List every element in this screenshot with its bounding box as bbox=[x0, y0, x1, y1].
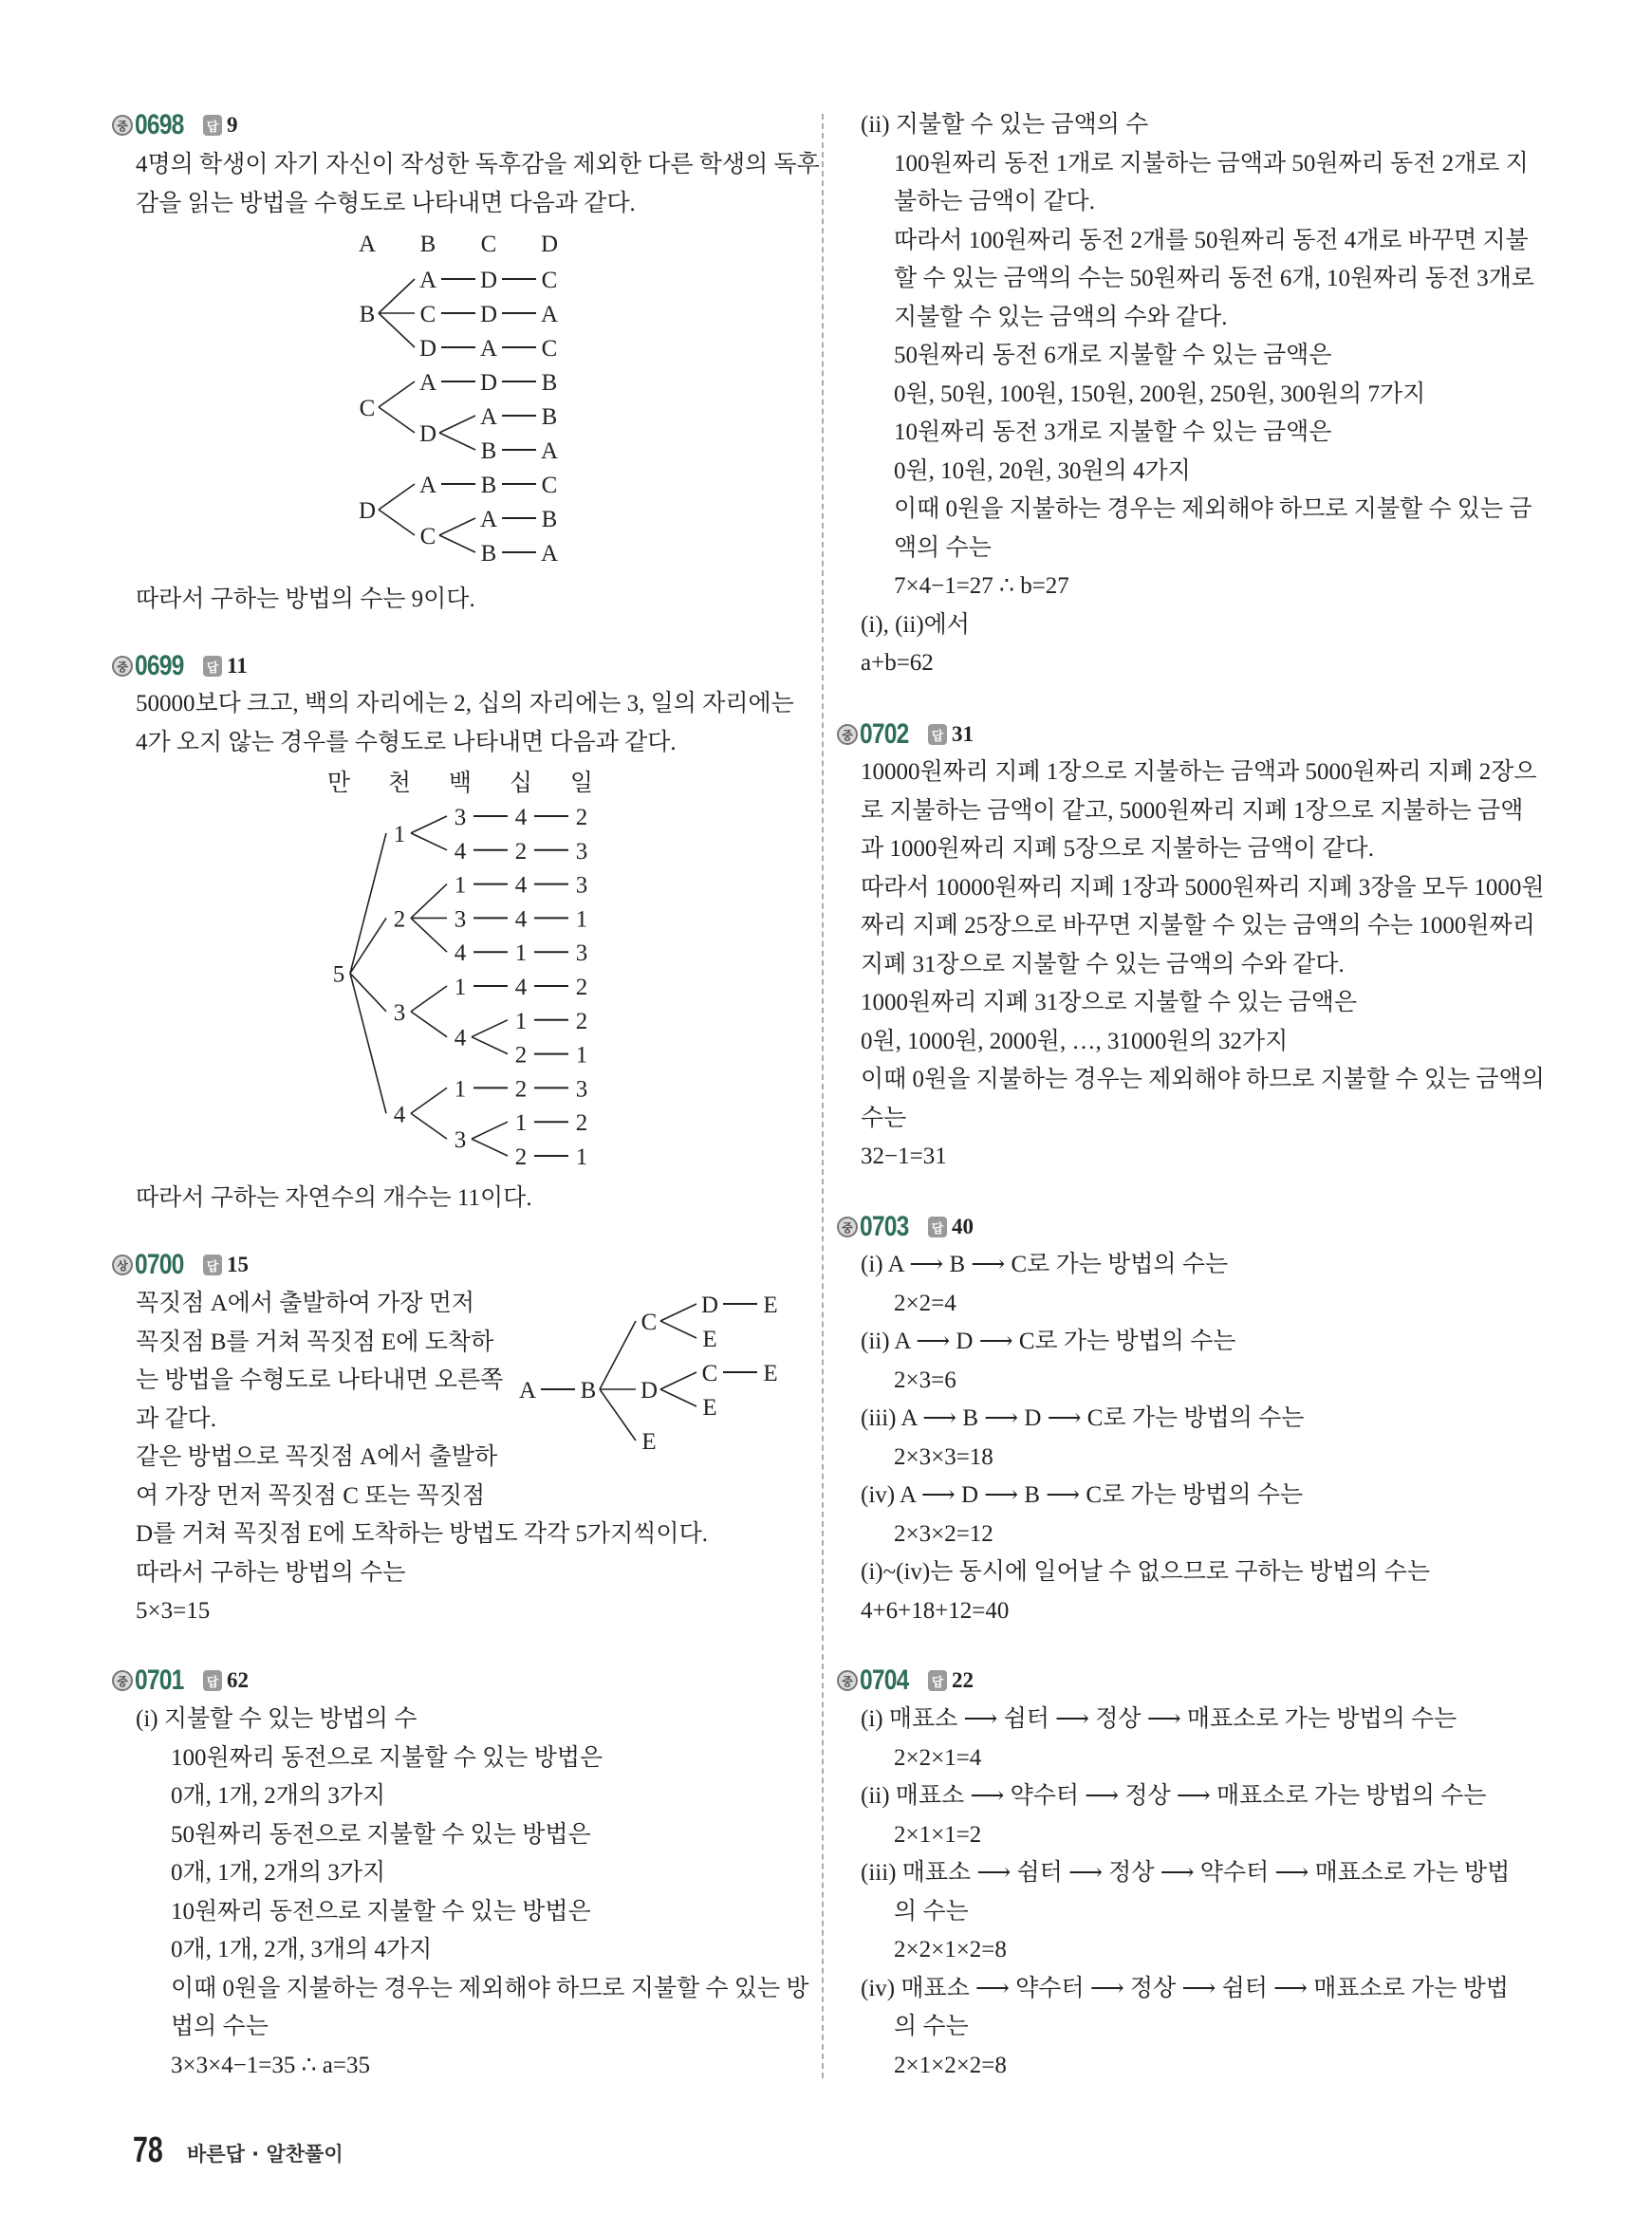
answer-label-icon: 답 bbox=[928, 1217, 947, 1237]
tree-node: 1 bbox=[575, 1042, 588, 1069]
solution-line: 꼭짓점 A에서 출발하여 가장 먼저 bbox=[136, 1291, 475, 1316]
tree-node: 2 bbox=[575, 805, 588, 830]
tree-node: D bbox=[358, 498, 377, 524]
tree-branch bbox=[439, 535, 475, 552]
solution-line: 0원, 50원, 100원, 150원, 200원, 250원, 300원의 7가지 bbox=[894, 381, 1426, 407]
tree-branch bbox=[411, 986, 447, 1012]
solution-line: 5×3=15 bbox=[136, 1598, 211, 1624]
tree-branch bbox=[379, 313, 415, 347]
tree-node: 1 bbox=[514, 1110, 528, 1137]
difficulty-badge: 중 bbox=[837, 724, 858, 745]
tree-node: 1 bbox=[514, 940, 528, 967]
tree-branch bbox=[472, 1020, 508, 1037]
solution-line: 100원짜리 동전으로 지불할 수 있는 방법은 bbox=[171, 1744, 603, 1771]
tree-node: C bbox=[541, 336, 558, 362]
problem-number: 0700 bbox=[135, 1249, 184, 1280]
tree-node: 4 bbox=[454, 940, 467, 967]
tree-node: 2 bbox=[514, 1144, 528, 1170]
solution-line: 감을 읽는 방법을 수형도로 나타내면 다음과 같다. bbox=[136, 190, 636, 216]
problem-header bbox=[112, 106, 238, 144]
solution-line: 과 1000원짜리 지폐 5장으로 지불하는 금액이 같다. bbox=[861, 836, 1374, 862]
tree-column-label: 십 bbox=[509, 771, 533, 796]
tree-node: 3 bbox=[575, 1076, 588, 1103]
problem-number: 0702 bbox=[860, 718, 909, 750]
tree-node: B bbox=[541, 370, 558, 396]
problem-header bbox=[112, 647, 248, 685]
tree-node: D bbox=[479, 268, 498, 293]
tree-node: D bbox=[640, 1378, 659, 1404]
solution-line: 액의 수는 bbox=[894, 534, 992, 561]
solution-line: 10000원짜리 지폐 1장으로 지불하는 금액과 5000원짜리 지폐 2장으 bbox=[861, 759, 1537, 785]
solution-line: (iii) 매표소 ⟶ 쉼터 ⟶ 정상 ⟶ 약수터 ⟶ 매표소로 가는 방법 bbox=[861, 1860, 1511, 1886]
tree-node: 1 bbox=[454, 872, 467, 899]
problem-header bbox=[112, 1662, 249, 1700]
tree-node: A bbox=[418, 268, 437, 293]
solution-line: 수는 bbox=[861, 1105, 907, 1131]
tree-branch bbox=[439, 518, 475, 535]
solution-line: 의 수는 bbox=[894, 1898, 969, 1925]
solution-line: 같은 방법으로 꼭짓점 A에서 출발하 bbox=[136, 1444, 498, 1470]
solution-line: 50000보다 크고, 백의 자리에는 2, 십의 자리에는 3, 일의 자리에는 bbox=[136, 691, 794, 716]
solution-line: 과 같다. bbox=[136, 1405, 216, 1432]
solution-line: 는 방법을 수형도로 나타내면 오른쪽 bbox=[136, 1367, 504, 1393]
tree-node: E bbox=[702, 1327, 717, 1352]
tree-branch bbox=[600, 1321, 636, 1389]
tree-node: C bbox=[359, 396, 376, 421]
tree-node: D bbox=[479, 302, 498, 327]
solution-line: 4가 오지 않는 경우를 수형도로 나타내면 다음과 같다. bbox=[136, 729, 677, 755]
tree-node: 3 bbox=[575, 940, 588, 967]
solution-line: 4명의 학생이 자기 자신이 작성한 독후감을 제외한 다른 학생의 독후 bbox=[136, 152, 820, 177]
problem-number: 0704 bbox=[860, 1664, 909, 1696]
solution-line: 할 수 있는 금액의 수는 50원짜리 동전 6개, 10원짜리 동전 3개로 bbox=[894, 266, 1535, 291]
tree-node: 1 bbox=[575, 906, 588, 933]
difficulty-badge: 중 bbox=[837, 1217, 858, 1237]
solution-line: 따라서 구하는 자연수의 개수는 11이다. bbox=[136, 1185, 532, 1211]
tree-column-label: 만 bbox=[326, 771, 351, 796]
tree-node: 2 bbox=[575, 1110, 588, 1137]
answer-value: 40 bbox=[952, 1215, 974, 1238]
solution-line: (i) 매표소 ⟶ 쉼터 ⟶ 정상 ⟶ 매표소로 가는 방법의 수는 bbox=[861, 1706, 1457, 1732]
tree-column-label: D bbox=[540, 232, 559, 257]
solution-line: 0개, 1개, 2개의 3가지 bbox=[171, 1783, 386, 1809]
tree-node: 3 bbox=[575, 838, 588, 865]
solution-line: 3×3×4−1=35 ∴ a=35 bbox=[171, 2052, 370, 2078]
difficulty-badge: 상 bbox=[112, 1255, 133, 1275]
tree-node: C bbox=[541, 473, 558, 498]
solution-line: 따라서 구하는 방법의 수는 9이다. bbox=[136, 586, 475, 612]
tree-column-label: A bbox=[358, 232, 377, 257]
solution-line: 50원짜리 동전으로 지불할 수 있는 방법은 bbox=[171, 1821, 591, 1848]
tree-node: D bbox=[418, 336, 437, 362]
tree-node: 1 bbox=[454, 975, 467, 1000]
answer-label-icon: 답 bbox=[928, 1670, 947, 1691]
solution-line: 2×2×1=4 bbox=[894, 1744, 982, 1771]
difficulty-badge: 중 bbox=[112, 656, 133, 677]
solution-line: 따라서 구하는 방법의 수는 bbox=[136, 1559, 406, 1586]
solution-line: 로 지불하는 금액이 같고, 5000원짜리 지폐 1장으로 지불하는 금액 bbox=[861, 797, 1524, 824]
tree-node: A bbox=[518, 1378, 537, 1404]
tree-column-label: B bbox=[419, 232, 436, 257]
tree-node: 4 bbox=[393, 1102, 406, 1128]
answer-value: 31 bbox=[952, 722, 974, 746]
tree-node: 3 bbox=[454, 1127, 467, 1154]
tree-node: A bbox=[479, 507, 498, 532]
tree-node: 2 bbox=[514, 1076, 528, 1103]
tree-node: 4 bbox=[454, 838, 467, 865]
solution-line: (i), (ii)에서 bbox=[861, 611, 970, 638]
tree-branch bbox=[660, 1372, 696, 1389]
tree-branch bbox=[411, 1088, 447, 1113]
tree-node: A bbox=[479, 336, 498, 362]
solution-line: 지불할 수 있는 금액의 수와 같다. bbox=[894, 304, 1228, 330]
solution-line: (i) A ⟶ B ⟶ C로 가는 방법의 수는 bbox=[861, 1252, 1229, 1277]
tree-node: C bbox=[419, 524, 436, 549]
difficulty-badge: 중 bbox=[112, 115, 133, 136]
tree-branch bbox=[660, 1304, 696, 1321]
solution-line: 2×3×3=18 bbox=[894, 1443, 993, 1470]
tree-node: B bbox=[541, 404, 558, 430]
solution-line: 따라서 100원짜리 동전 2개를 50원짜리 동전 4개로 바꾸면 지불 bbox=[894, 227, 1529, 253]
problem-number: 0701 bbox=[135, 1664, 184, 1696]
tree-branch bbox=[411, 833, 447, 850]
solution-line: a+b=62 bbox=[861, 650, 934, 676]
tree-branch bbox=[439, 416, 475, 433]
solution-line: 이때 0원을 지불하는 경우는 제외해야 하므로 지불할 수 있는 방 bbox=[171, 1975, 809, 2001]
solution-line: (iv) A ⟶ D ⟶ B ⟶ C로 가는 방법의 수는 bbox=[861, 1482, 1304, 1508]
solution-line: (i) 지불할 수 있는 방법의 수 bbox=[136, 1706, 418, 1732]
solution-line: 0개, 1개, 2개, 3개의 4가지 bbox=[171, 1937, 433, 1962]
tree-branch bbox=[472, 1037, 508, 1054]
tree-node: 1 bbox=[393, 821, 406, 847]
tree-branch bbox=[660, 1389, 696, 1406]
tree-branch bbox=[472, 1139, 508, 1156]
solution-line: (iv) 매표소 ⟶ 약수터 ⟶ 정상 ⟶ 쉼터 ⟶ 매표소로 가는 방법 bbox=[861, 1975, 1509, 2001]
solution-line: 지폐 31장으로 지불할 수 있는 금액의 수와 같다. bbox=[861, 951, 1345, 977]
solution-line: 이때 0원을 지불하는 경우는 제외해야 하므로 지불할 수 있는 금 bbox=[894, 496, 1532, 522]
solution-line: 따라서 10000원짜리 지폐 1장과 5000원짜리 지폐 3장을 모두 1000원 bbox=[861, 874, 1545, 901]
difficulty-badge: 중 bbox=[112, 1670, 133, 1691]
solution-line: 2×1×2×2=8 bbox=[894, 2052, 1007, 2078]
tree-node: B bbox=[541, 507, 558, 532]
solution-line: 50원짜리 동전 6개로 지불할 수 있는 금액은 bbox=[894, 343, 1332, 368]
tree-node: C bbox=[640, 1310, 658, 1335]
tree-branch bbox=[379, 484, 415, 510]
tree-node: E bbox=[702, 1395, 717, 1421]
tree-node: B bbox=[359, 302, 376, 327]
answer-label-icon: 답 bbox=[203, 1255, 222, 1275]
tree-node: 1 bbox=[514, 1008, 528, 1034]
tree-node: 2 bbox=[575, 975, 588, 1000]
solution-line: 여 가장 먼저 꼭짓점 C 또는 꼭짓점 bbox=[136, 1482, 486, 1509]
tree-column-label: 백 bbox=[448, 771, 473, 796]
tree-node: 4 bbox=[514, 872, 528, 899]
tree-node: B bbox=[480, 438, 497, 464]
tree-column-label: C bbox=[480, 232, 497, 257]
solution-line: 100원짜리 동전 1개로 지불하는 금액과 50원짜리 동전 2개로 지 bbox=[894, 150, 1529, 177]
tree-branch bbox=[411, 918, 447, 952]
tree-node: 4 bbox=[454, 1025, 467, 1051]
tree-node: 2 bbox=[514, 1042, 528, 1069]
tree-node: C bbox=[419, 302, 436, 327]
tree-node: 3 bbox=[454, 906, 467, 933]
solution-line: 2×1×1=2 bbox=[894, 1821, 982, 1848]
solution-line: 2×2=4 bbox=[894, 1290, 956, 1316]
solution-line: 2×3=6 bbox=[894, 1367, 956, 1393]
tree-branch bbox=[350, 974, 386, 1012]
solution-line: (ii) 지불할 수 있는 금액의 수 bbox=[861, 112, 1149, 138]
tree-branch bbox=[350, 918, 386, 973]
tree-node: E bbox=[641, 1429, 657, 1455]
solution-line: 이때 0원을 지불하는 경우는 제외해야 하므로 지불할 수 있는 금액의 bbox=[861, 1067, 1545, 1092]
tree-node: 4 bbox=[514, 975, 528, 1000]
answer-label-icon: 답 bbox=[203, 1670, 222, 1691]
tree-node: 3 bbox=[575, 872, 588, 899]
solution-line: (ii) 매표소 ⟶ 약수터 ⟶ 정상 ⟶ 매표소로 가는 방법의 수는 bbox=[861, 1783, 1487, 1809]
tree-branch bbox=[411, 1113, 447, 1139]
solution-line: 1000원짜리 지폐 31장으로 지불할 수 있는 금액은 bbox=[861, 990, 1358, 1015]
tree-node: C bbox=[541, 268, 558, 293]
solution-line: (iii) A ⟶ B ⟶ D ⟶ C로 가는 방법의 수는 bbox=[861, 1405, 1305, 1431]
tree-branch bbox=[350, 833, 386, 974]
tree-node: 3 bbox=[393, 999, 406, 1026]
solution-line: 의 수는 bbox=[894, 2014, 969, 2039]
tree-node: 3 bbox=[454, 805, 467, 830]
tree-node: 2 bbox=[393, 906, 406, 933]
answer-value: 62 bbox=[227, 1668, 249, 1692]
tree-node: 5 bbox=[332, 961, 345, 988]
answer-value: 22 bbox=[952, 1668, 974, 1692]
solution-line: (ii) A ⟶ D ⟶ C로 가는 방법의 수는 bbox=[861, 1329, 1236, 1354]
tree-branch bbox=[350, 974, 386, 1114]
tree-column-label: 일 bbox=[569, 771, 594, 796]
solution-line: 4+6+18+12=40 bbox=[861, 1597, 1010, 1624]
problem-header bbox=[837, 1208, 974, 1246]
solution-line: 법의 수는 bbox=[171, 2014, 269, 2039]
tree-node: A bbox=[540, 302, 559, 327]
solution-line: (i)~(iv)는 동시에 일어날 수 없으므로 구하는 방법의 수는 bbox=[861, 1559, 1430, 1585]
tree-node: A bbox=[479, 404, 498, 430]
problem-header bbox=[837, 1662, 974, 1700]
problem-header bbox=[112, 1246, 249, 1284]
solution-line: 10원짜리 동전으로 지불할 수 있는 방법은 bbox=[171, 1898, 591, 1925]
tree-node: C bbox=[701, 1361, 718, 1386]
answer-label-icon: 답 bbox=[203, 115, 222, 136]
tree-branch bbox=[411, 816, 447, 833]
tree-branch bbox=[600, 1389, 636, 1441]
solution-line: 0원, 10원, 20원, 30원의 4가지 bbox=[894, 457, 1191, 484]
tree-node: 1 bbox=[454, 1076, 467, 1103]
tree-branch bbox=[379, 407, 415, 433]
tree-node: B bbox=[580, 1378, 597, 1404]
problem-number: 0698 bbox=[135, 109, 184, 140]
tree-node: 2 bbox=[575, 1008, 588, 1034]
solution-line: D를 거쳐 꼭짓점 E에 도착하는 방법도 각각 5가지씩이다. bbox=[136, 1521, 708, 1547]
solution-line: 불하는 금액이 같다. bbox=[894, 189, 1095, 214]
tree-branch bbox=[472, 1122, 508, 1139]
answer-value: 11 bbox=[227, 654, 248, 678]
tree-branch bbox=[411, 884, 447, 919]
solution-line: 2×3×2=12 bbox=[894, 1520, 993, 1547]
solution-line: 7×4−1=27 ∴ b=27 bbox=[894, 573, 1069, 599]
solution-line: 2×2×1×2=8 bbox=[894, 1937, 1007, 1962]
tree-node: A bbox=[418, 473, 437, 498]
solution-line: 짜리 지폐 25장으로 바꾸면 지불할 수 있는 금액의 수는 1000원짜리 bbox=[861, 913, 1535, 939]
tree-branch bbox=[660, 1321, 696, 1338]
tree-branch bbox=[379, 510, 415, 535]
problem-number: 0699 bbox=[135, 650, 184, 681]
answer-value: 9 bbox=[227, 113, 238, 137]
page-number: 78 bbox=[133, 2130, 163, 2170]
tree-node: A bbox=[540, 438, 559, 464]
tree-node: D bbox=[700, 1292, 719, 1318]
tree-node: A bbox=[418, 370, 437, 396]
tree-node: E bbox=[763, 1292, 778, 1318]
tree-node: B bbox=[480, 541, 497, 567]
answer-label-icon: 답 bbox=[928, 724, 947, 745]
book-title: 바른답 · 알찬풀이 bbox=[187, 2143, 343, 2166]
tree-branch bbox=[439, 433, 475, 450]
solution-line: 0원, 1000원, 2000원, …, 31000원의 32가지 bbox=[861, 1028, 1289, 1054]
answer-value: 15 bbox=[227, 1253, 249, 1276]
difficulty-badge: 중 bbox=[837, 1670, 858, 1691]
solution-line: 꼭짓점 B를 거쳐 꼭짓점 E에 도착하 bbox=[136, 1329, 494, 1355]
tree-node: 2 bbox=[514, 838, 528, 865]
answer-label-icon: 답 bbox=[203, 656, 222, 677]
tree-node: E bbox=[763, 1361, 778, 1386]
tree-branch bbox=[379, 279, 415, 313]
tree-node: B bbox=[480, 473, 497, 498]
tree-node: D bbox=[418, 421, 437, 447]
solution-line: 32−1=31 bbox=[861, 1144, 947, 1169]
problem-number: 0703 bbox=[860, 1211, 909, 1242]
solution-line: 10원짜리 동전 3개로 지불할 수 있는 금액은 bbox=[894, 419, 1332, 445]
tree-node: A bbox=[540, 541, 559, 567]
tree-branch bbox=[379, 381, 415, 407]
solution-line: 0개, 1개, 2개의 3가지 bbox=[171, 1860, 386, 1886]
tree-node: 4 bbox=[514, 805, 528, 830]
tree-branch bbox=[411, 1012, 447, 1037]
tree-node: 1 bbox=[575, 1144, 588, 1170]
tree-column-label: 천 bbox=[387, 771, 412, 796]
problem-header bbox=[837, 716, 974, 753]
tree-node: D bbox=[479, 370, 498, 396]
column-divider bbox=[822, 114, 824, 2078]
tree-node: 4 bbox=[514, 906, 528, 933]
